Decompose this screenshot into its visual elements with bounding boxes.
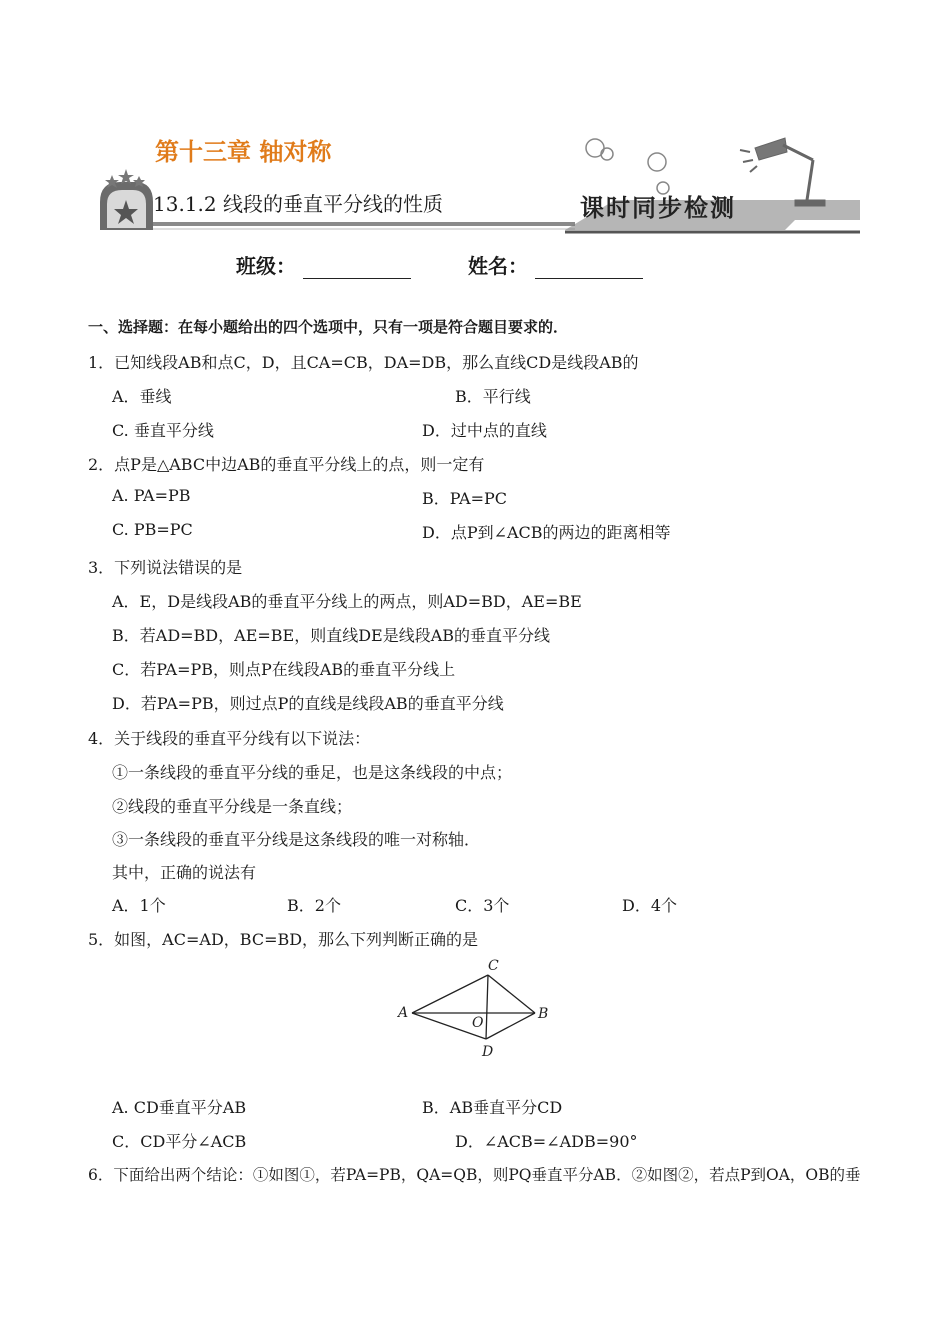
question-5-stem: 5．如图，AC=AD，BC=BD，那么下列判断正确的是 — [88, 930, 479, 949]
sync-badge: 课时同步检测 — [580, 193, 736, 222]
q1-option-d: D．过中点的直线 — [422, 421, 547, 440]
question-2-stem: 2．点P是△ABC中边AB的垂直平分线上的点，则一定有 — [88, 455, 485, 474]
q5-option-a: A. CD垂直平分AB — [112, 1098, 247, 1117]
q3-option-b: B．若AD=BD，AE=BE，则直线DE是线段AB的垂直平分线 — [112, 626, 551, 645]
q4-option-c: C．3个 — [455, 896, 510, 915]
segment-cd — [486, 975, 488, 1039]
q4-ask: 其中，正确的说法有 — [112, 863, 257, 882]
segment-cb — [488, 975, 535, 1013]
segment-ac — [412, 975, 488, 1013]
chapter-title: 第十三章 轴对称 — [155, 138, 332, 166]
question-4-stem: 4．关于线段的垂直平分线有以下说法： — [88, 729, 371, 748]
class-blank[interactable] — [303, 260, 411, 279]
q3-option-d: D．若PA=PB，则过点P的直线是线段AB的垂直平分线 — [112, 694, 504, 713]
label-a: A — [398, 1005, 409, 1021]
q4-option-a: A．1个 — [112, 896, 166, 915]
q1-option-a: A．垂线 — [112, 387, 172, 406]
q4-option-d: D．4个 — [622, 896, 678, 915]
label-c: C — [488, 958, 499, 974]
kite-figure — [390, 955, 560, 1065]
label-b: B — [538, 1006, 549, 1022]
q4-statement-2: ②线段的垂直平分线是一条直线； — [112, 797, 353, 816]
label-d: D — [482, 1044, 494, 1060]
q4-statement-1: ①一条线段的垂直平分线的垂足，也是这条线段的中点； — [112, 763, 513, 782]
bubble-icon — [586, 139, 669, 194]
section-heading: 一、选择题：在每小题给出的四个选项中，只有一项是符合题目要求的． — [88, 318, 569, 336]
q2-option-b: B．PA=PC — [422, 489, 508, 508]
desk-lamp-icon — [740, 138, 825, 206]
q5-option-d: D．∠ACB=∠ADB=90° — [455, 1132, 638, 1151]
label-o: O — [472, 1015, 484, 1031]
question-1-stem: 1．已知线段AB和点C，D，且CA=CB，DA=DB，那么直线CD是线段AB的 — [88, 353, 639, 372]
question-6-stem: 6．下面给出两个结论：①如图①，若PA=PB，QA=QB，则PQ垂直平分AB．②如图②，若点P到OA，OB的垂 — [88, 1166, 861, 1184]
q5-option-b: B．AB垂直平分CD — [422, 1098, 563, 1117]
segment-bd — [486, 1013, 535, 1039]
star-badge-icon — [100, 169, 153, 230]
name-label: 姓名： — [468, 254, 528, 278]
q4-statement-3: ③一条线段的垂直平分线是这条线段的唯一对称轴． — [112, 830, 481, 849]
q4-option-b: B．2个 — [287, 896, 341, 915]
q3-option-a: A．E，D是线段AB的垂直平分线上的两点，则AD=BD，AE=BE — [112, 592, 582, 611]
question-3-stem: 3．下列说法错误的是 — [88, 558, 243, 577]
q2-option-d: D．点P到∠ACB的两边的距离相等 — [422, 523, 671, 542]
name-field — [468, 250, 643, 279]
q3-option-c: C．若PA=PB，则点P在线段AB的垂直平分线上 — [112, 660, 456, 679]
q2-option-c: C. PB=PC — [112, 520, 193, 539]
class-field — [236, 250, 411, 279]
q1-option-b: B．平行线 — [455, 387, 531, 406]
class-label: 班级： — [236, 254, 296, 278]
q5-option-c: C．CD平分∠ACB — [112, 1132, 247, 1151]
q2-option-a: A. PA=PB — [112, 486, 191, 505]
q1-option-c: C. 垂直平分线 — [112, 421, 214, 440]
section-title: 13.1.2 线段的垂直平分线的性质 — [153, 192, 443, 216]
name-blank[interactable] — [535, 260, 643, 279]
